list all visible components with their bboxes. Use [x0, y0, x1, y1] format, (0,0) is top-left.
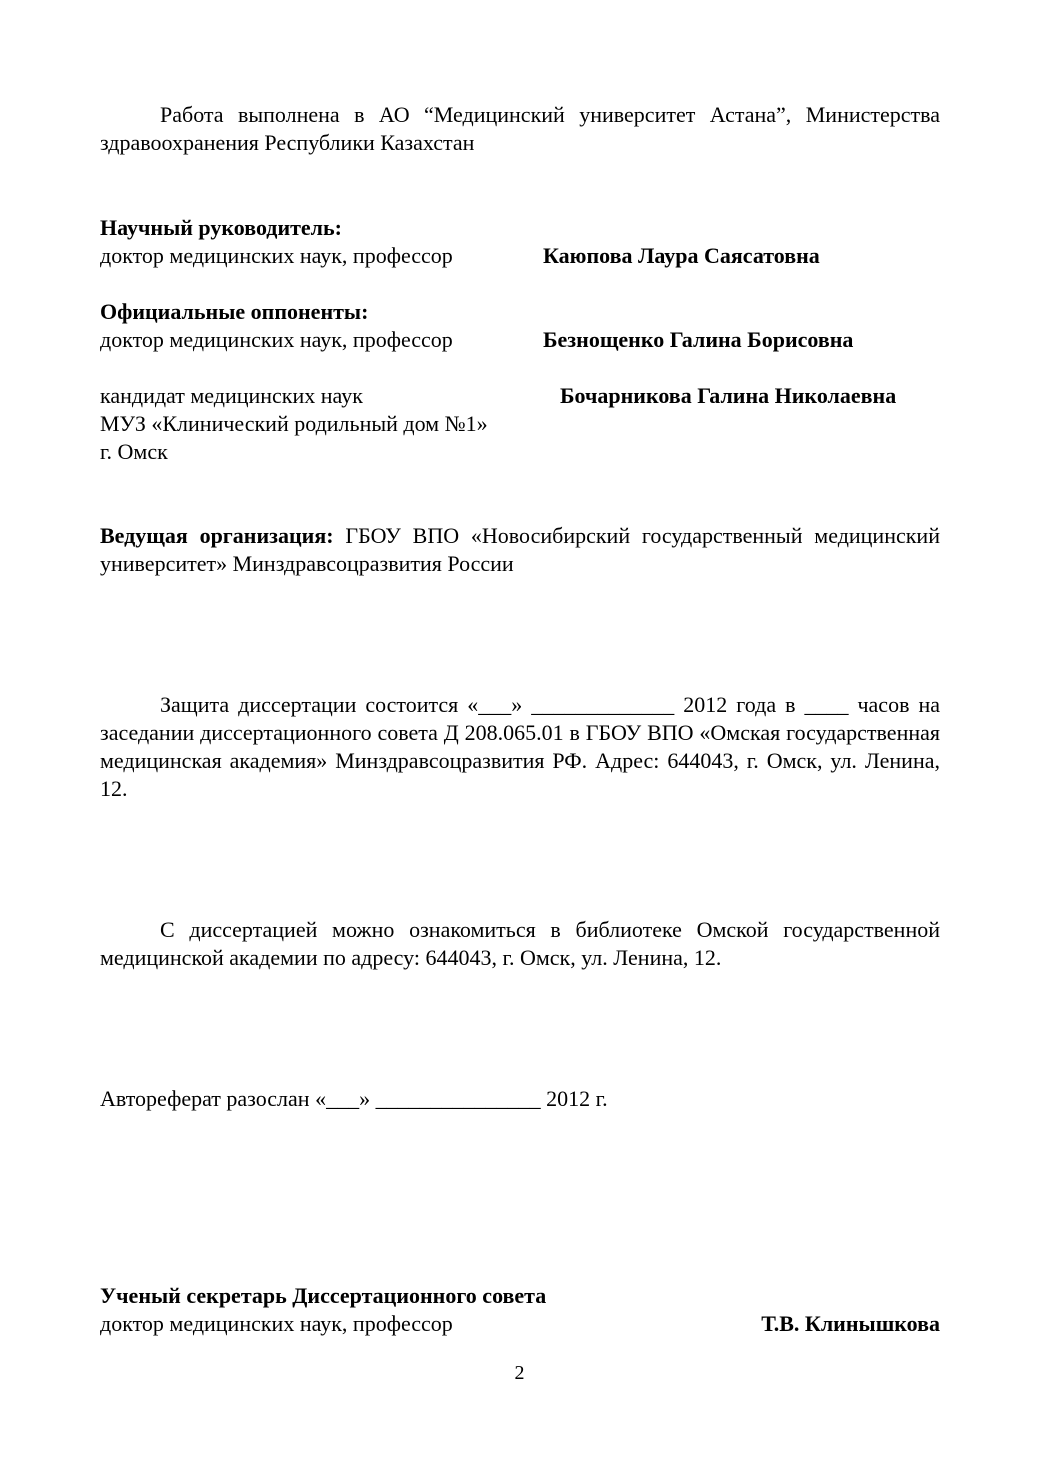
leading-organization-label: Ведущая организация: [100, 523, 334, 548]
supervisor-degree: доктор медицинских наук, профессор [100, 243, 453, 268]
secretary-name: Т.В. Клинышкова [761, 1311, 940, 1336]
opponent-first-row [100, 326, 940, 354]
opponent-first-name: Безнощенко Галина Борисовна [543, 327, 854, 352]
intro-paragraph: Работа выполнена в АО “Медицинский университет Астана”, Министерства здравоохранения Республики Казахстан [100, 102, 940, 155]
secretary-section [100, 1282, 940, 1338]
opponent-first-degree: доктор медицинских наук, профессор [100, 327, 453, 352]
leading-organization-text: ГБОУ ВПО «Новосибирский государственный медицинский университет» Минздравсоцразвития России [100, 523, 940, 576]
leading-organization [100, 522, 940, 578]
secretary-row [100, 1310, 940, 1338]
mailing-line: Автореферат разослан «___» _______________ 2012 г. [100, 1086, 608, 1111]
opponent-second-affiliation: МУЗ «Клинический родильный дом №1» [100, 411, 488, 436]
supervisor-section [100, 214, 940, 270]
opponents-section [100, 298, 940, 354]
opponent-second-name: Бочарникова Галина Николаевна [560, 383, 897, 408]
secretary-heading: Ученый секретарь Диссертационного совета [100, 1283, 547, 1308]
opponent-second [100, 382, 940, 466]
supervisor-heading: Научный руководитель: [100, 215, 342, 240]
supervisor-row [100, 242, 940, 270]
opponent-second-degree: кандидат медицинских наук [100, 383, 363, 408]
opponents-heading: Официальные оппоненты: [100, 299, 369, 324]
secretary-degree: доктор медицинских наук, профессор [100, 1311, 453, 1336]
library-paragraph: С диссертацией можно ознакомиться в библиотеке Омской государственной медицинской академии по адресу: 644043, г. Омск, ул. Ленина, 12. [100, 917, 940, 970]
opponent-second-row [100, 382, 940, 410]
defense-paragraph: Защита диссертации состоится «___» _____________ 2012 года в ____ часов на заседании диссертационного совета Д 208.065.01 в ГБОУ ВПО «Омская государственная медицинская академия» Минздравсоцразвития РФ. Адрес: 644043, г. Омск, ул. Ленина, 12. [100, 692, 940, 801]
page-number: 2 [514, 1362, 525, 1384]
supervisor-name: Каюпова Лаура Саясатовна [543, 243, 820, 268]
opponent-second-city: г. Омск [100, 439, 168, 464]
